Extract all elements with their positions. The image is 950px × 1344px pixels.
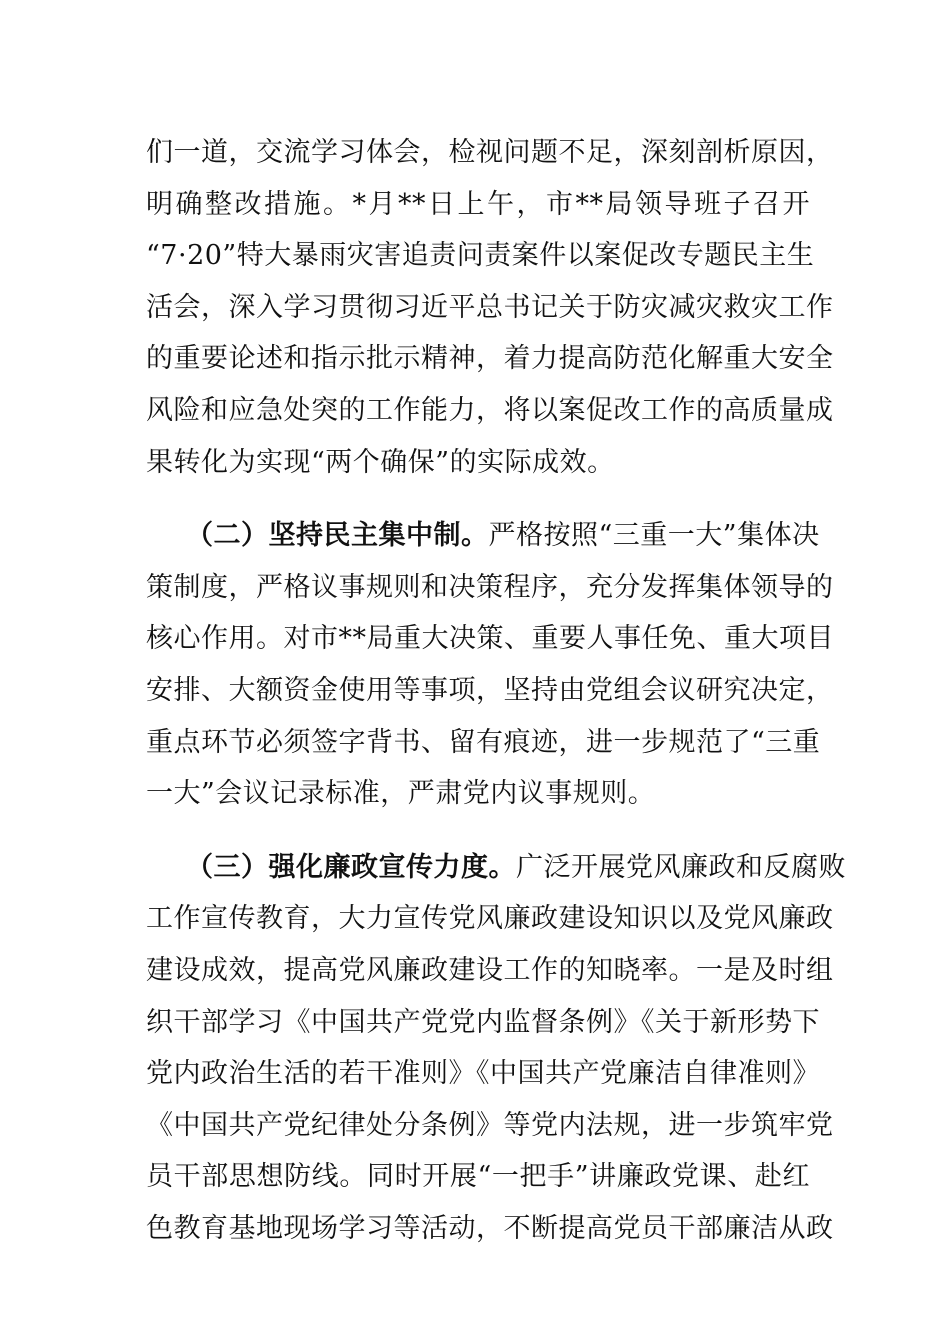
section-heading-3: （三）强化廉政宣传力度。 xyxy=(186,851,516,883)
paragraph-3-first-line-text: 广泛开展党风廉政和反腐败 xyxy=(516,851,846,883)
paragraph-2-line: 核心作用。对市**局重大决策、重要人事任免、重大项目 xyxy=(146,623,834,655)
paragraph-spacer xyxy=(146,488,810,510)
paragraph-3-line: 《中国共产党纪律处分条例》等党内法规，进一步筑牢党 xyxy=(146,1109,834,1141)
paragraph-3-line: 色教育基地现场学习等活动，不断提高党员干部廉洁从政 xyxy=(146,1212,834,1244)
paragraph-1-line: 明确整改措施。*月**日上午，市**局领导班子召开 xyxy=(146,188,810,220)
document-body xyxy=(146,127,846,1254)
paragraph-3-line: 员干部思想防线。同时开展“一把手”讲廉政党课、赴红 xyxy=(146,1161,810,1193)
paragraph-1-line: “7·20”特大暴雨灾害追责问责案件以案促改专题民主生 xyxy=(146,240,815,272)
paragraph-3-line: 工作宣传教育，大力宣传党风廉政建设知识以及党风廉政 xyxy=(146,903,834,935)
paragraph-1-line: 果转化为实现“两个确保”的实际成效。 xyxy=(146,446,615,478)
paragraph-2-line: 策制度，严格议事规则和决策程序，充分发挥集体领导的 xyxy=(146,571,834,603)
paragraph-3-line: 建设成效，提高党风廉政建设工作的知晓率。一是及时组 xyxy=(146,954,834,986)
paragraph-2-first-line xyxy=(146,510,820,562)
paragraph-spacer xyxy=(146,820,810,842)
paragraph-2-line: 重点环节必须签字背书、留有痕迹，进一步规范了“三重 xyxy=(146,726,821,758)
paragraph-2 xyxy=(146,510,834,820)
paragraph-2-first-line-text: 严格按照“三重一大”集体决 xyxy=(488,520,820,552)
paragraph-3-line: 党内政治生活的若干准则》《中国共产党廉洁自律准则》 xyxy=(146,1058,820,1090)
paragraph-1-line: 活会，深入学习贯彻习近平总书记关于防灾减灾救灾工作 xyxy=(146,291,834,323)
paragraph-2-line: 一大”会议记录标准，严肃党内议事规则。 xyxy=(146,778,656,810)
paragraph-2-line: 安排、大额资金使用等事项，坚持由党组会议研究决定， xyxy=(146,674,834,706)
paragraph-1-line: 的重要论述和指示批示精神，着力提高防范化解重大安全 xyxy=(146,343,834,375)
paragraph-1 xyxy=(146,127,834,488)
paragraph-1-line: 们一道，交流学习体会，检视问题不足，深刻剖析原因， xyxy=(146,137,834,168)
paragraph-3-line: 织干部学习《中国共产党党内监督条例》《关于新形势下 xyxy=(146,1006,820,1038)
paragraph-1-line: 风险和应急处突的工作能力，将以案促改工作的高质量成 xyxy=(146,394,834,426)
paragraph-3 xyxy=(146,842,846,1255)
paragraph-3-first-line xyxy=(146,842,846,894)
section-heading-2: （二）坚持民主集中制。 xyxy=(186,520,489,552)
